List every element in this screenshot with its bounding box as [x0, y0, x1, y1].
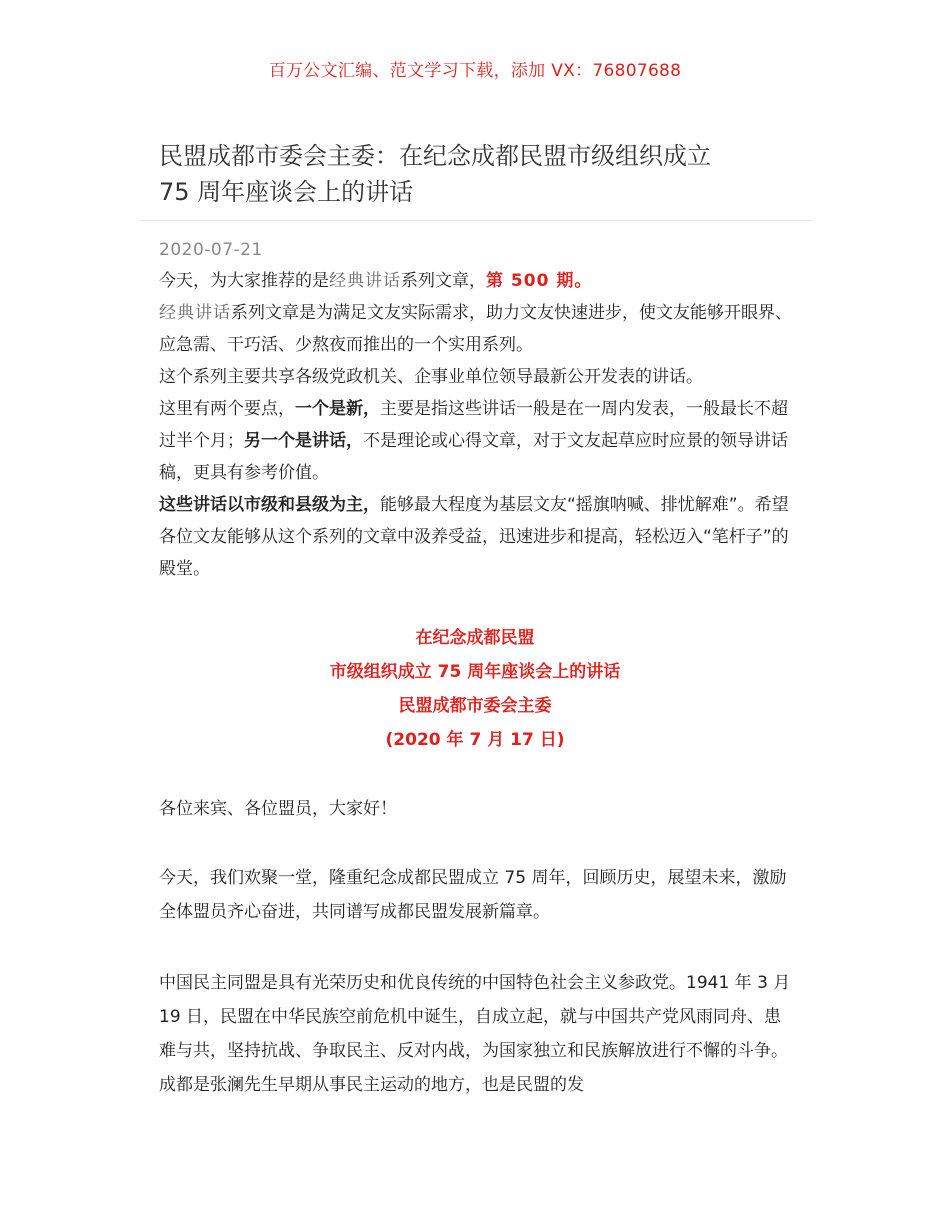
intro-text: 不是理论或心得文章，对于文友起草应时应景的领导讲话稿，更具有参考价值。	[159, 431, 788, 483]
intro-text: 系列文章，	[401, 271, 486, 291]
intro-text: 这里有两个要点，	[159, 399, 295, 419]
speech-heading-line: 民盟成都市委会主委	[398, 696, 552, 716]
speech-heading	[0, 621, 950, 757]
speech-heading-line: 市级组织成立 75 周年座谈会上的讲话	[329, 662, 621, 682]
intro-emphasis: 这些讲话以市级和县级为主，	[159, 495, 380, 515]
intro-text: 主要是指这些讲话一般是在一周内发表，一般最长不超过半个月；	[159, 399, 788, 451]
intro-paragraph	[159, 297, 794, 361]
intro-text: 系列文章是为满足文友实际需求，助力文友快速进步，使文友能够开眼界、应急需、干巧活、少熬夜而推出的一个实用系列。	[159, 303, 792, 355]
intro-text: 今天，为大家推荐的是	[159, 271, 329, 291]
speech-paragraph: 今天，我们欢聚一堂，隆重纪念成都民盟成立 75 周年，回顾历史，展望未来，激励全体盟员齐心奋进，共同谱写成都民盟发展新篇章。	[159, 868, 787, 922]
article-title	[159, 138, 799, 210]
intro-paragraph: 这个系列主要共享各级党政机关、企事业单位领导最新公开发表的讲话。	[159, 367, 703, 387]
intro-emphasis: 一个是新，	[295, 399, 380, 419]
intro-emphasis: 另一个是讲话，	[244, 431, 363, 451]
series-link[interactable]: 经典讲话	[329, 271, 401, 291]
watermark-banner: 百万公文汇编、范文学习下载，添加 VX：76807688	[268, 61, 682, 81]
article-title-line1: 民盟成都市委会主委：在纪念成都民盟市级组织成立	[159, 142, 711, 170]
intro-text: 能够最大程度为基层文友“摇旗呐喊、排忧解难”。希望各位文友能够从这个系列的文章中汲养受益，迅速进步和提高，轻松迈入“笔杆子”的殿堂。	[159, 495, 789, 579]
publish-date: 2020-07-21	[159, 240, 263, 260]
speech-heading-date: (2020 年 7 月 17 日)	[385, 730, 565, 750]
speech-heading-line: 在纪念成都民盟	[415, 628, 535, 648]
intro-paragraph	[159, 393, 794, 489]
issue-number: 第 500 期。	[486, 271, 593, 291]
series-link[interactable]: 经典讲话	[159, 303, 231, 323]
article-title-line2: 75 周年座谈会上的讲话	[159, 178, 414, 206]
intro-section	[159, 265, 794, 585]
speech-paragraph: 中国民主同盟是具有光荣历史和优良传统的中国特色社会主义参政党。1941 年 3 月 19 日，民盟在中华民族空前危机中诞生，自成立起，就与中国共产党风雨同舟、患难与共，坚持抗战、争取民主、反对内战，为国家独立和民族解放进行不懈的斗争。成都是张澜先生早期从事民主运动的地方，也是民盟的发	[159, 973, 791, 1095]
title-divider	[141, 220, 811, 221]
intro-paragraph	[159, 265, 794, 297]
intro-paragraph	[159, 489, 794, 585]
speech-greeting: 各位来宾、各位盟员，大家好！	[159, 799, 397, 819]
